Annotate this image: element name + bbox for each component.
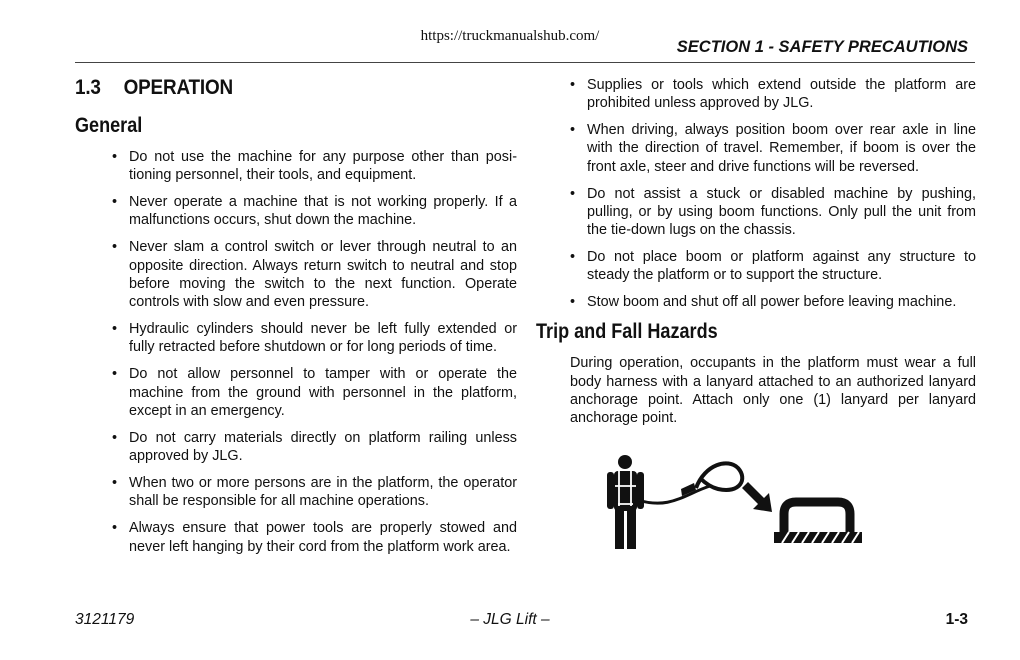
arrow-icon — [742, 482, 772, 512]
general-list-left — [75, 148, 517, 556]
section-title: OPERATION — [123, 76, 233, 99]
anchorage-point-icon — [774, 502, 862, 543]
source-url: https://truckmanualshub.com/ — [420, 28, 600, 44]
list-item: • When driving, always position boom over rear axle in line with the direction of travel. Remember, if boom is over the front axle, steer and drive functions will be reversed. — [570, 122, 976, 175]
section-heading — [75, 76, 473, 100]
list-item: • Do not allow personnel to tamper with or operate the machine from the ground with personnel in the platform, except in an emergency. — [112, 366, 517, 419]
harness-person-icon — [607, 455, 644, 549]
header-rule — [75, 62, 975, 63]
list-item: • Always ensure that power tools are properly stowed and never left hanging by their cord from the platform work area. — [112, 520, 517, 555]
harness-anchorage-illustration — [600, 452, 870, 552]
lanyard-icon — [638, 463, 742, 503]
trip-fall-paragraph: During operation, occupants in the platform must wear a full body harness with a lanyard attached to an authorized lanyard anchorage point. Attach only one (1) lanyard per lanyard anchorage point. — [570, 355, 976, 427]
list-item: • Stow boom and shut off all power before leaving machine. — [570, 294, 957, 311]
list-item: • Do not place boom or platform against any structure to steady the platform or to support the structure. — [570, 249, 976, 284]
list-item: • When two or more persons are in the platform, the operator shall be responsible for all machine operations. — [112, 475, 517, 510]
running-header: SECTION 1 - SAFETY PRECAUTIONS — [676, 38, 968, 56]
footer-brand: – JLG Lift – — [470, 611, 550, 628]
list-item: • Do not assist a stuck or disabled machine by pushing, pulling, or by using boom functions. Only pull the unit from the tie-down lugs on the chassis. — [570, 185, 976, 239]
general-list-right — [536, 76, 976, 312]
list-item: • Hydraulic cylinders should never be left fully extended or fully retracted before shutdown or for long periods of time. — [112, 321, 517, 356]
list-item: • Supplies or tools which extend outside the platform are prohibited unless approved by JLG. — [570, 77, 976, 112]
left-column — [75, 76, 517, 564]
section-number: 1.3 — [75, 76, 101, 99]
document-number: 3121179 — [75, 611, 135, 628]
list-item: • Never slam a control switch or lever through neutral to an opposite direction. Always return switch to neutral and stop before moving the switch to the next function. Operate controls with slow and even pressure. — [112, 239, 517, 311]
list-item: • Never operate a machine that is not working properly. If a malfunctions occurs, shut down the machine. — [112, 194, 517, 229]
list-item: • Do not carry materials directly on platform railing unless approved by JLG. — [112, 429, 517, 465]
list-item: • Do not use the machine for any purpose other than positioning personnel, their tools, and equipment. — [112, 149, 517, 184]
trip-fall-heading: Trip and Fall Hazards — [536, 320, 718, 344]
right-column — [536, 76, 976, 427]
page-number: 1-3 — [945, 611, 968, 628]
general-heading: General — [75, 114, 143, 137]
